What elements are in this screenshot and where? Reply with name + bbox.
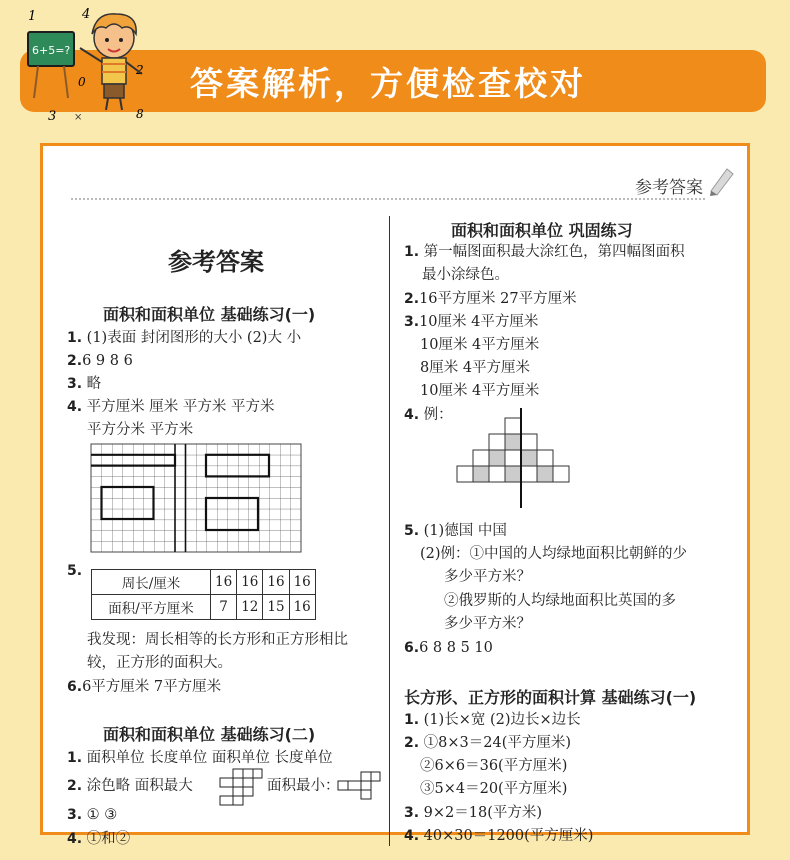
section-title: 长方形、正方形的面积计算 基础练习(一) (404, 688, 697, 707)
table-cell: 12 (237, 595, 263, 620)
table-cell: 16 (289, 570, 315, 595)
mascot-digit: 3 (48, 109, 57, 124)
answer-line: 10厘米 4平方厘米 (420, 383, 540, 399)
table-cell: 面积/平方厘米 (92, 595, 211, 620)
section-title: 面积和面积单位 基础练习(一) (103, 305, 316, 324)
pencil-icon (705, 163, 735, 197)
mascot-digit: 0 (78, 75, 86, 89)
mascot-digit: 4 (82, 7, 91, 22)
answer-line: 较，正方形的面积大。 (87, 655, 232, 671)
answer-line: 6.6平方厘米 7平方厘米 (67, 679, 222, 695)
chalkboard-text: 6+5=? (32, 44, 71, 57)
answer-line: 5. (67, 563, 83, 579)
answer-line: (2)例：①中国的人均绿地面积比朝鲜的少 (420, 546, 688, 562)
mascot-digit: 2 (136, 63, 144, 77)
answer-line: 2. ①8×3＝24(平方厘米) (404, 735, 572, 751)
answer-line: ③5×4＝20(平方厘米) (420, 781, 568, 797)
largest-area-shape (219, 768, 263, 806)
answer-line: 我发现：周长相等的长方形和正方形相比 (87, 632, 348, 648)
table-cell: 16 (289, 595, 315, 620)
answer-line: 1. (1)表面 封闭图形的大小 (2)大 小 (67, 330, 302, 346)
answer-line: 1. 面积单位 长度单位 面积单位 长度单位 (67, 750, 333, 766)
table-cell: 16 (263, 570, 289, 595)
answer-line: 4. ①和② (67, 831, 131, 847)
table-row (92, 570, 316, 595)
answer-line: 8厘米 4平方厘米 (420, 360, 531, 376)
mascot-digit: 8 (136, 107, 144, 121)
section-title: 面积和面积单位 巩固练习 (451, 221, 633, 240)
answer-line: ②6×6＝36(平方厘米) (420, 758, 568, 774)
answer-line: 最小涂绿色。 (422, 267, 509, 283)
svg-text:×: × (74, 112, 83, 123)
answer-page (40, 143, 750, 847)
banner-title: 答案解析，方便检查校对 (190, 64, 586, 103)
table-cell: 16 (237, 570, 263, 595)
answer-line: 3. ① ③ (67, 807, 118, 823)
header-dotted-divider (71, 198, 705, 200)
answer-line: 4. 40×30＝1200(平方厘米) (404, 828, 594, 844)
answer-line: 10厘米 4平方厘米 (420, 337, 540, 353)
answer-line: 3. 略 (67, 376, 102, 392)
table-cell: 16 (211, 570, 237, 595)
answer-line: 4. 例： (404, 407, 453, 423)
main-title: 参考答案 (168, 248, 264, 276)
answer-line: 1. (1)长×宽 (2)边长×边长 (404, 712, 581, 728)
smallest-area-shape (337, 771, 381, 801)
boy-with-chalkboard-illustration (18, 2, 158, 122)
mascot-digit: 1 (28, 9, 37, 24)
answer-line: 多少平方米？ (444, 616, 531, 632)
answer-line: 2. 涂色略 面积最大 (67, 778, 193, 794)
table-cell: 15 (263, 595, 289, 620)
answer-line: 3. 9×2＝18(平方米) (404, 805, 543, 821)
answer-line: 1. 第一幅图面积最大涂红色，第四幅图面积 (404, 244, 685, 260)
answer-line: 3.10厘米 4平方厘米 (404, 314, 539, 330)
answer-line: ②俄罗斯的人均绿地面积比英国的多 (444, 593, 676, 609)
answer-line: 2.6 9 8 6 (67, 353, 133, 369)
area-grid-figure (91, 444, 301, 552)
answer-line: 面积最小： (267, 778, 340, 794)
page-header-title: 参考答案 (635, 178, 703, 198)
answer-line: 2.16平方厘米 27平方厘米 (404, 291, 577, 307)
table-row (92, 595, 316, 620)
table-cell: 周长/厘米 (92, 570, 211, 595)
answer-line: 4. 平方厘米 厘米 平方米 平方米 (67, 399, 275, 415)
answer-line: 5. (1)德国 中国 (404, 523, 507, 539)
section-title: 面积和面积单位 基础练习(二) (103, 725, 316, 744)
table-cell: 7 (211, 595, 237, 620)
perimeter-area-table (91, 569, 316, 620)
answer-line: 多少平方米？ (444, 569, 531, 585)
column-divider (389, 216, 390, 846)
answer-line: 平方分米 平方米 (87, 422, 194, 438)
answer-line: 6.6 8 8 5 10 (404, 640, 493, 656)
symmetric-pyramid-figure (457, 408, 569, 508)
